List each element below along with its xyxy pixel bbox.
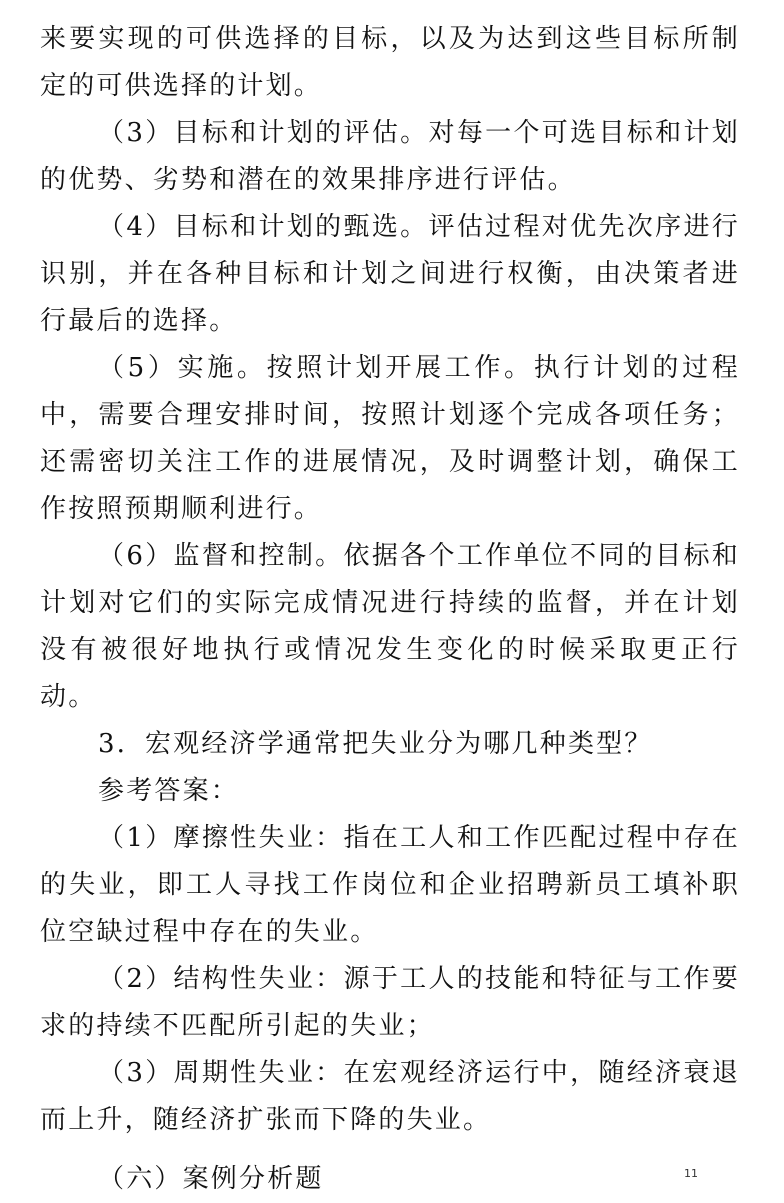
paragraph-implementation: （5）实施。按照计划开展工作。执行计划的过程中，需要合理安排时间，按照计划逐个完成各项任务；还需密切关注工作的进展情况，及时调整计划，确保工作按照预期顺利进行。 xyxy=(40,353,740,524)
page-number: 11 xyxy=(684,1167,698,1180)
question-heading: 3．宏观经济学通常把失业分为哪几种类型？ xyxy=(98,729,653,759)
answer-frictional-unemployment: （1）摩擦性失业：指在工人和工作匹配过程中存在的失业，即工人寻找工作岗位和企业招聘新员工填补职位空缺过程中存在的失业。 xyxy=(40,823,740,947)
section-heading-case-analysis: （六）案例分析题 xyxy=(98,1164,324,1194)
paragraph-goal-selection: （4）目标和计划的甄选。评估过程对优先次序进行识别，并在各种目标和计划之间进行权衡，由决策者进行最后的选择。 xyxy=(40,212,740,336)
answer-structural-unemployment: （2）结构性失业：源于工人的技能和特征与工作要求的持续不匹配所引起的失业； xyxy=(40,964,740,1041)
paragraph-monitoring-control: （6）监督和控制。依据各个工作单位不同的目标和计划对它们的实际完成情况进行持续的监督，并在计划没有被很好地执行或情况发生变化的时候采取更正行动。 xyxy=(40,541,740,712)
paragraph-continuation: 来要实现的可供选择的目标，以及为达到这些目标所制定的可供选择的计划。 xyxy=(40,24,740,101)
answer-cyclical-unemployment: （3）周期性失业：在宏观经济运行中，随经济衰退而上升，随经济扩张而下降的失业。 xyxy=(40,1058,740,1135)
document-page xyxy=(40,16,740,1203)
paragraph-goal-evaluation: （3）目标和计划的评估。对每一个可选目标和计划的优势、劣势和潜在的效果排序进行评估。 xyxy=(40,118,740,195)
answer-label: 参考答案： xyxy=(98,776,240,806)
